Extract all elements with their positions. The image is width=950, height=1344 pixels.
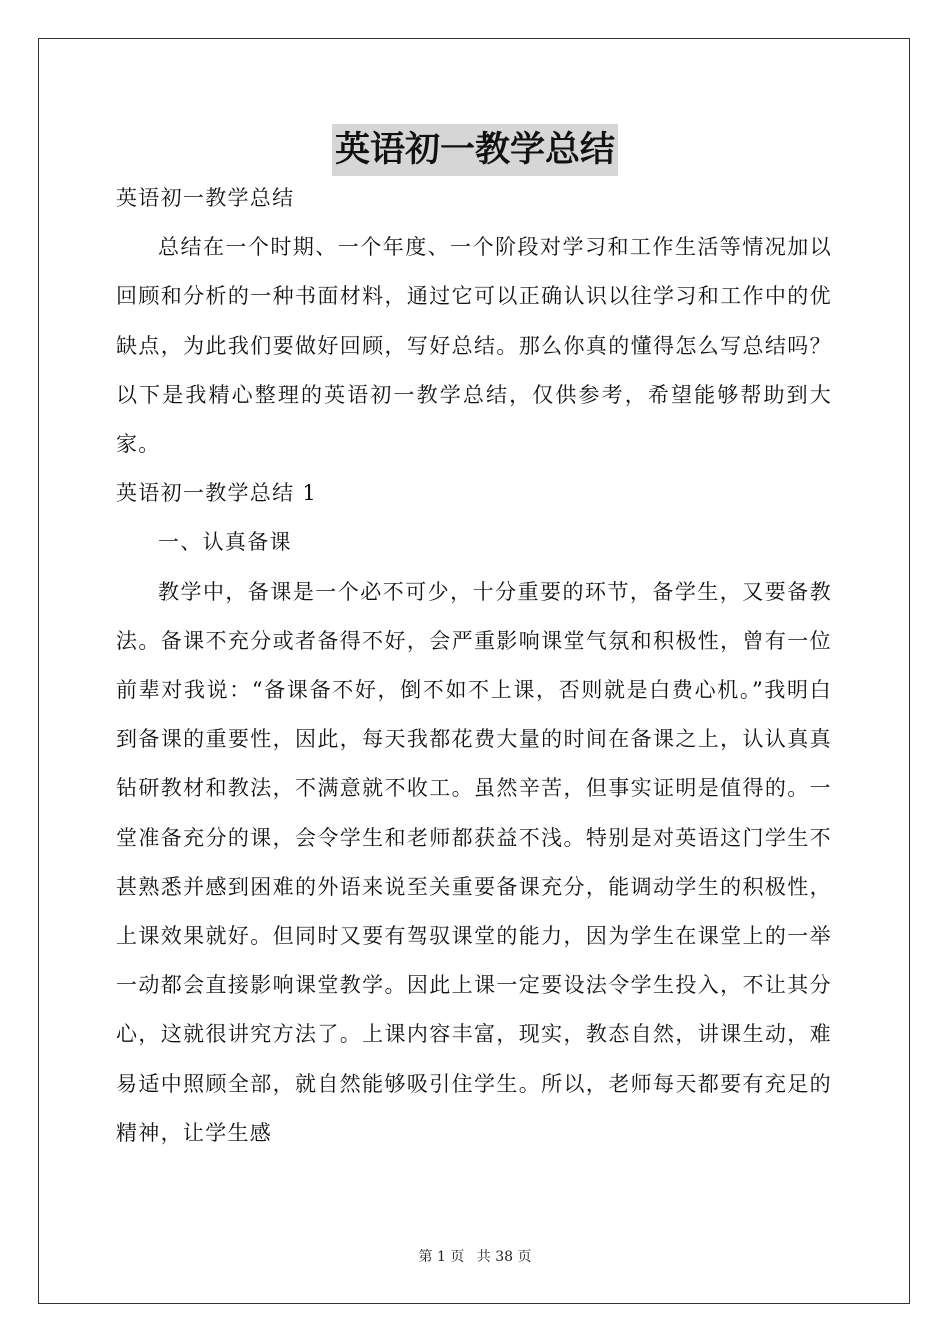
paragraph: 一、认真备课	[158, 530, 292, 555]
document-body	[116, 174, 832, 1158]
paragraph: 教学中，备课是一个必不可少，十分重要的环节，备学生，又要备教法。备课不充分或者备得不好，会严重影响课堂气氛和积极性，曾有一位前辈对我说：“备课备不好，倒不如不上课，否则就是白费心机。”我明白到备课的重要性，因此，每天我都花费大量的时间在备课之上，认认真真钻研教材和教法，不满意就不收工。虽然辛苦，但事实证明是值得的。一堂准备充分的课，会令学生和老师都获益不浅。特别是对英语这门学生不甚熟悉并感到困难的外语来说至关重要备课充分，能调动学生的积极性，上课效果就好。但同时又要有驾驭课堂的能力，因为学生在课堂上的一举一动都会直接影响课堂教学。因此上课一定要设法令学生投入，不让其分心，这就很讲究方法了。上课内容丰富，现实，教态自然，讲课生动，难易适中照顾全部，就自然能够吸引住学生。所以，老师每天都要有充足的精神，让学生感	[116, 579, 832, 1145]
paragraph: 英语初一教学总结 1	[116, 481, 318, 506]
document-title-text: 英语初一教学总结	[332, 124, 618, 176]
page-total: 共 38 页	[476, 1249, 532, 1265]
paragraph: 英语初一教学总结	[116, 186, 295, 210]
page-number: 第 1 页	[418, 1249, 465, 1265]
page-footer	[0, 1246, 950, 1266]
paragraph: 总结在一个时期、一个年度、一个阶段对学习和工作生活等情况加以回顾和分析的一种书面材料，通过它可以正确认识以往学习和工作中的优缺点，为此我们要做好回顾，写好总结。那么你真的懂得怎么写总结吗？以下是我精心整理的英语初一教学总结，仅供参考，希望能够帮助到大家。	[116, 235, 832, 457]
